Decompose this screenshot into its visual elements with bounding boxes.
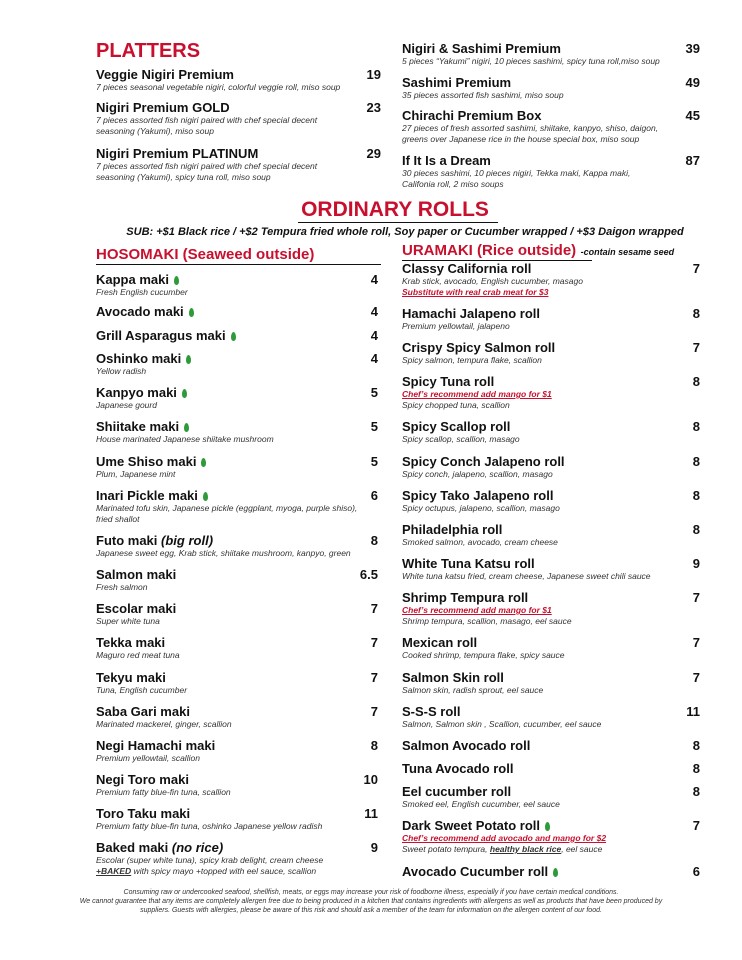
menu-item: [402, 340, 700, 366]
item-desc: 5 pieces “Yakumi” nigiri, 10 pieces sashimi, spicy tuna roll,miso soup: [402, 56, 660, 66]
item-desc: Spicy octupus, jalapeno, scallion, masago: [402, 503, 560, 513]
item-price: 8: [370, 738, 378, 753]
item-price: 8: [692, 374, 700, 389]
platters-heading: PLATTERS: [96, 40, 201, 62]
item-price: 7: [692, 670, 700, 685]
item-price: 8: [692, 738, 700, 753]
item-name: Nigiri & Sashimi Premium: [402, 41, 561, 56]
vegetarian-leaf-icon: [231, 332, 236, 341]
item-price: 4: [370, 272, 378, 287]
item-name: White Tuna Katsu roll: [402, 556, 535, 571]
item-desc: Super white tuna: [96, 616, 160, 626]
item-desc: Japanese gourd: [96, 400, 157, 410]
item-name: Ume Shiso maki: [96, 454, 197, 469]
item-price: 45: [685, 108, 700, 123]
item-name: Salmon Avocado roll: [402, 738, 531, 753]
item-name: Tekyu maki: [96, 670, 166, 685]
item-desc: Shrimp tempura, scallion, masago, eel sauce: [402, 616, 572, 626]
item-desc: Fresh salmon: [96, 582, 148, 592]
item-desc: , eel sauce: [561, 844, 603, 854]
menu-item: [402, 738, 700, 753]
menu-item: [402, 374, 700, 411]
item-price: 49: [685, 75, 700, 90]
item-price: 8: [692, 761, 700, 776]
item-desc: Spicy conch, jalapeno, scallion, masago: [402, 469, 553, 479]
menu-item: [96, 67, 381, 93]
disclaimer-line: Consuming raw or undercooked seafood, shellfish, meats, or eggs may increase your risk of foodborne illness, especially if you have certain medical conditions.: [123, 889, 619, 896]
item-name: Avocado maki: [96, 304, 184, 319]
uramaki-heading-row: [402, 242, 674, 260]
menu-item: [402, 419, 700, 445]
baked-label: +BAKED: [96, 866, 132, 876]
menu-item: [402, 818, 700, 855]
item-name: Grill Asparagus maki: [96, 328, 226, 343]
item-desc: House marinated Japanese shiitake mushroom: [96, 434, 274, 444]
item-price: 8: [692, 454, 700, 469]
menu-item: [402, 704, 700, 730]
item-name: Spicy Scallop roll: [402, 419, 511, 434]
item-price: 7: [370, 635, 378, 650]
menu-item: [402, 75, 700, 101]
item-price: 19: [366, 67, 381, 82]
item-desc: 7 pieces assorted fish nigiri paired with chef special decent: [96, 161, 318, 171]
item-desc: Spicy salmon, tempura flake, scallion: [402, 355, 542, 365]
item-name: Kappa maki: [96, 272, 169, 287]
item-desc: Yellow radish: [96, 366, 147, 376]
item-note: Chef’s recommend add mango for $1: [402, 605, 552, 615]
item-name-note: (no rice): [171, 840, 224, 855]
item-price: 8: [370, 533, 378, 548]
item-desc: Tuna, English cucumber: [96, 685, 188, 695]
menu-item: [96, 772, 381, 798]
item-name: Spicy Conch Jalapeno roll: [402, 454, 565, 469]
item-name: Eel cucumber roll: [402, 784, 512, 799]
menu-item: [96, 635, 381, 661]
item-price: 8: [692, 488, 700, 503]
menu-item: [402, 864, 700, 879]
menu-item: [402, 108, 700, 145]
disclaimer-line: suppliers. Guests with allergies, please be aware of this risk and should ask a member of the team for information on the allergen content of our food.: [140, 907, 602, 914]
menu-item: [96, 272, 381, 298]
item-desc: 27 pieces of fresh assorted sashimi, shiitake, kanpyo, shiso, daigon,: [402, 123, 659, 133]
item-name: Chirachi Premium Box: [402, 108, 542, 123]
item-desc: Califonia roll, 2 miso soups: [402, 179, 504, 189]
menu-item: [96, 304, 381, 319]
item-desc: Premium fatty blue-fin tuna, scallion: [96, 787, 231, 797]
item-name: Hamachi Jalapeno roll: [402, 306, 540, 321]
item-price: 5: [370, 385, 378, 400]
item-price: 5: [370, 419, 378, 434]
allergen-disclaimer: [60, 888, 682, 915]
item-price: 7: [370, 601, 378, 616]
item-name: Escolar maki: [96, 601, 177, 616]
vegetarian-leaf-icon: [174, 276, 179, 285]
menu-item: [96, 533, 381, 559]
menu-item: [96, 419, 381, 445]
item-desc: seasoning (Yakumi), spicy tuna roll, miso soup: [96, 172, 271, 182]
item-name: Shrimp Tempura roll: [402, 590, 529, 605]
menu-item: [402, 306, 700, 332]
item-name: Kanpyo maki: [96, 385, 177, 400]
item-desc: Salmon, Salmon skin , Scallion, cucumber, eel sauce: [402, 719, 602, 729]
item-desc-highlight: healthy black rice: [489, 844, 562, 854]
item-price: 8: [692, 419, 700, 434]
item-desc: Premium fatty blue-fin tuna, oshinko Japanese yellow radish: [96, 821, 323, 831]
item-name: If It Is a Dream: [402, 153, 491, 168]
menu-item: [402, 670, 700, 696]
vegetarian-leaf-icon: [184, 423, 189, 432]
item-name-note: (big roll): [161, 533, 214, 548]
menu-item: [402, 488, 700, 514]
item-desc: Smoked salmon, avocado, cream cheese: [402, 537, 558, 547]
item-desc: Cooked shrimp, tempura flake, spicy sauce: [402, 650, 565, 660]
menu-item: [96, 670, 381, 696]
item-price: 6.5: [359, 567, 378, 582]
menu-item: [96, 567, 381, 593]
uramaki-subtitle: -contain sesame seed: [580, 247, 675, 257]
item-desc: Japanese sweet egg, Krab stick, shiitake mushroom, kanpyo, green: [96, 548, 351, 558]
item-desc: Krab stick, avocado, English cucumber, masago: [402, 276, 583, 286]
item-price: 11: [364, 806, 378, 821]
item-desc: greens over Japanese rice in the house special box, miso soup: [402, 134, 640, 144]
item-name: Negi Hamachi maki: [96, 738, 216, 753]
menu-item: [96, 454, 381, 480]
item-desc: Marinated mackerel, ginger, scallion: [96, 719, 232, 729]
vegetarian-leaf-icon: [553, 868, 558, 877]
item-desc: seasoning (Yakumi), miso soup: [96, 126, 214, 136]
menu-item: [402, 454, 700, 480]
item-name: Inari Pickle maki: [96, 488, 198, 503]
item-name: Philadelphia roll: [402, 522, 503, 537]
item-price: 8: [692, 306, 700, 321]
menu-item: [402, 761, 700, 776]
item-desc: Salmon skin, radish sprout, eel sauce: [402, 685, 544, 695]
item-name: Veggie Nigiri Premium: [96, 67, 234, 82]
disclaimer-line: We cannot guarantee that any items are completely allergen free due to being produced in a kitchen that contains ingredients with allergens as well as products that have been produced by: [79, 898, 663, 905]
item-price: 5: [370, 454, 378, 469]
item-name: Shiitake maki: [96, 419, 180, 434]
sub-options: SUB: +$1 Black rice / +$2 Tempura fried whole roll, Soy paper or Cucumber wrapped / +$3 Daigon wrapped: [126, 226, 684, 238]
item-desc: 35 pieces assorted fish sashimi, miso soup: [402, 90, 564, 100]
item-name: Salmon Skin roll: [402, 670, 504, 685]
item-price: 4: [370, 304, 378, 319]
menu-item: [402, 522, 700, 548]
item-price: 6: [692, 864, 700, 879]
item-desc: fried shallot: [96, 514, 140, 524]
menu-item: [96, 601, 381, 627]
menu-item: [96, 806, 381, 832]
uramaki-heading: URAMAKI (Rice outside): [402, 242, 577, 259]
item-desc: Plum, Japanese mint: [96, 469, 176, 479]
vegetarian-leaf-icon: [203, 492, 208, 501]
vegetarian-leaf-icon: [545, 822, 550, 831]
item-price: 8: [692, 784, 700, 799]
item-note: Substitute with real crab meat for $3: [402, 287, 549, 297]
item-name: Oshinko maki: [96, 351, 182, 366]
item-price: 7: [370, 670, 378, 685]
item-desc: Fresh English cucumber: [96, 287, 188, 297]
ordinary-rolls-heading: ORDINARY ROLLS: [301, 198, 489, 221]
menu-item: [96, 488, 381, 525]
item-price: 9: [692, 556, 700, 571]
item-desc: Spicy chopped tuna, scallion: [402, 400, 510, 410]
item-desc: Marinated tofu skin, Japanese pickle (eggplant, myoga, purple shiso),: [96, 503, 358, 513]
menu-item: [96, 100, 381, 137]
item-name: Crispy Spicy Salmon roll: [402, 340, 556, 355]
item-name: Tuna Avocado roll: [402, 761, 514, 776]
item-name: Baked maki: [96, 840, 169, 855]
item-name: Negi Toro maki: [96, 772, 189, 787]
item-name: Sashimi Premium: [402, 75, 512, 90]
menu-item: [402, 590, 700, 627]
menu-item: [96, 704, 381, 730]
item-desc: 7 pieces assorted fish nigiri paired with chef special decent: [96, 115, 318, 125]
item-price: 10: [363, 772, 378, 787]
item-name: Nigiri Premium GOLD: [96, 100, 230, 115]
item-price: 11: [686, 704, 700, 719]
item-desc: 7 pieces seasonal vegetable nigiri, colorful veggie roll, miso soup: [96, 82, 341, 92]
item-price: 29: [366, 146, 381, 161]
item-price: 6: [370, 488, 378, 503]
item-desc: Spicy scallop, scallion, masago: [402, 434, 520, 444]
menu-item: [402, 635, 700, 661]
item-name: Spicy Tuna roll: [402, 374, 495, 389]
item-name: Nigiri Premium PLATINUM: [96, 146, 259, 161]
item-price: 7: [692, 818, 700, 833]
item-price: 39: [685, 41, 700, 56]
section-underline: [96, 264, 381, 265]
item-name: Mexican roll: [402, 635, 478, 650]
menu-item: [402, 261, 700, 298]
item-price: 7: [692, 635, 700, 650]
item-name: Classy California roll: [402, 261, 532, 276]
menu-item: [402, 556, 700, 582]
menu-item: [96, 146, 381, 183]
item-name: Tekka maki: [96, 635, 166, 650]
item-price: 7: [692, 590, 700, 605]
item-desc: White tuna katsu fried, cream cheese, Japanese sweet chili sauce: [402, 571, 651, 581]
menu-item: [402, 41, 700, 67]
item-price: 9: [370, 840, 378, 855]
item-price: 23: [366, 100, 381, 115]
menu-item: [402, 784, 700, 810]
item-name: Futo maki: [96, 533, 158, 548]
heading-underline: [298, 222, 498, 223]
item-desc: Escolar (super white tuna), spicy krab delight, cream cheese: [96, 855, 324, 865]
item-name: Spicy Tako Jalapeno roll: [402, 488, 554, 503]
menu-item: [402, 153, 700, 190]
item-price: 7: [692, 340, 700, 355]
menu-item: [96, 840, 381, 877]
item-price: 7: [692, 261, 700, 276]
item-name: Toro Taku maki: [96, 806, 191, 821]
item-name: Avocado Cucumber roll: [402, 864, 549, 879]
item-desc: Smoked eel, English cucumber, eel sauce: [402, 799, 560, 809]
item-desc: Sweet potato tempura,: [402, 844, 490, 854]
vegetarian-leaf-icon: [182, 389, 187, 398]
item-price: 4: [370, 328, 378, 343]
item-desc: Premium yellowtail, scallion: [96, 753, 200, 763]
item-desc: Premium yellowtail, jalapeno: [402, 321, 510, 331]
menu-item: [96, 385, 381, 411]
menu-item: [96, 738, 381, 764]
item-price: 4: [370, 351, 378, 366]
item-desc: 30 pieces sashimi, 10 pieces nigiri, Tekka maki, Kappa maki,: [402, 168, 631, 178]
menu-item: [96, 328, 381, 343]
hosomaki-heading: HOSOMAKI (Seaweed outside): [96, 246, 315, 263]
item-desc: Maguro red meat tuna: [96, 650, 180, 660]
item-name: Salmon maki: [96, 567, 177, 582]
item-name: Saba Gari maki: [96, 704, 190, 719]
vegetarian-leaf-icon: [186, 355, 191, 364]
item-price: 7: [370, 704, 378, 719]
menu-item: [96, 351, 381, 377]
item-price: 87: [685, 153, 700, 168]
item-note: Chef’s recommend add mango for $1: [402, 389, 552, 399]
item-note: Chef’s recommend add avocado and mango for $2: [402, 833, 607, 843]
item-name: Dark Sweet Potato roll: [402, 818, 540, 833]
item-name: S-S-S roll: [402, 704, 461, 719]
item-desc: with spicy mayo +topped with eel sauce, scallion: [131, 866, 317, 876]
vegetarian-leaf-icon: [189, 308, 194, 317]
item-price: 8: [692, 522, 700, 537]
vegetarian-leaf-icon: [201, 458, 206, 467]
